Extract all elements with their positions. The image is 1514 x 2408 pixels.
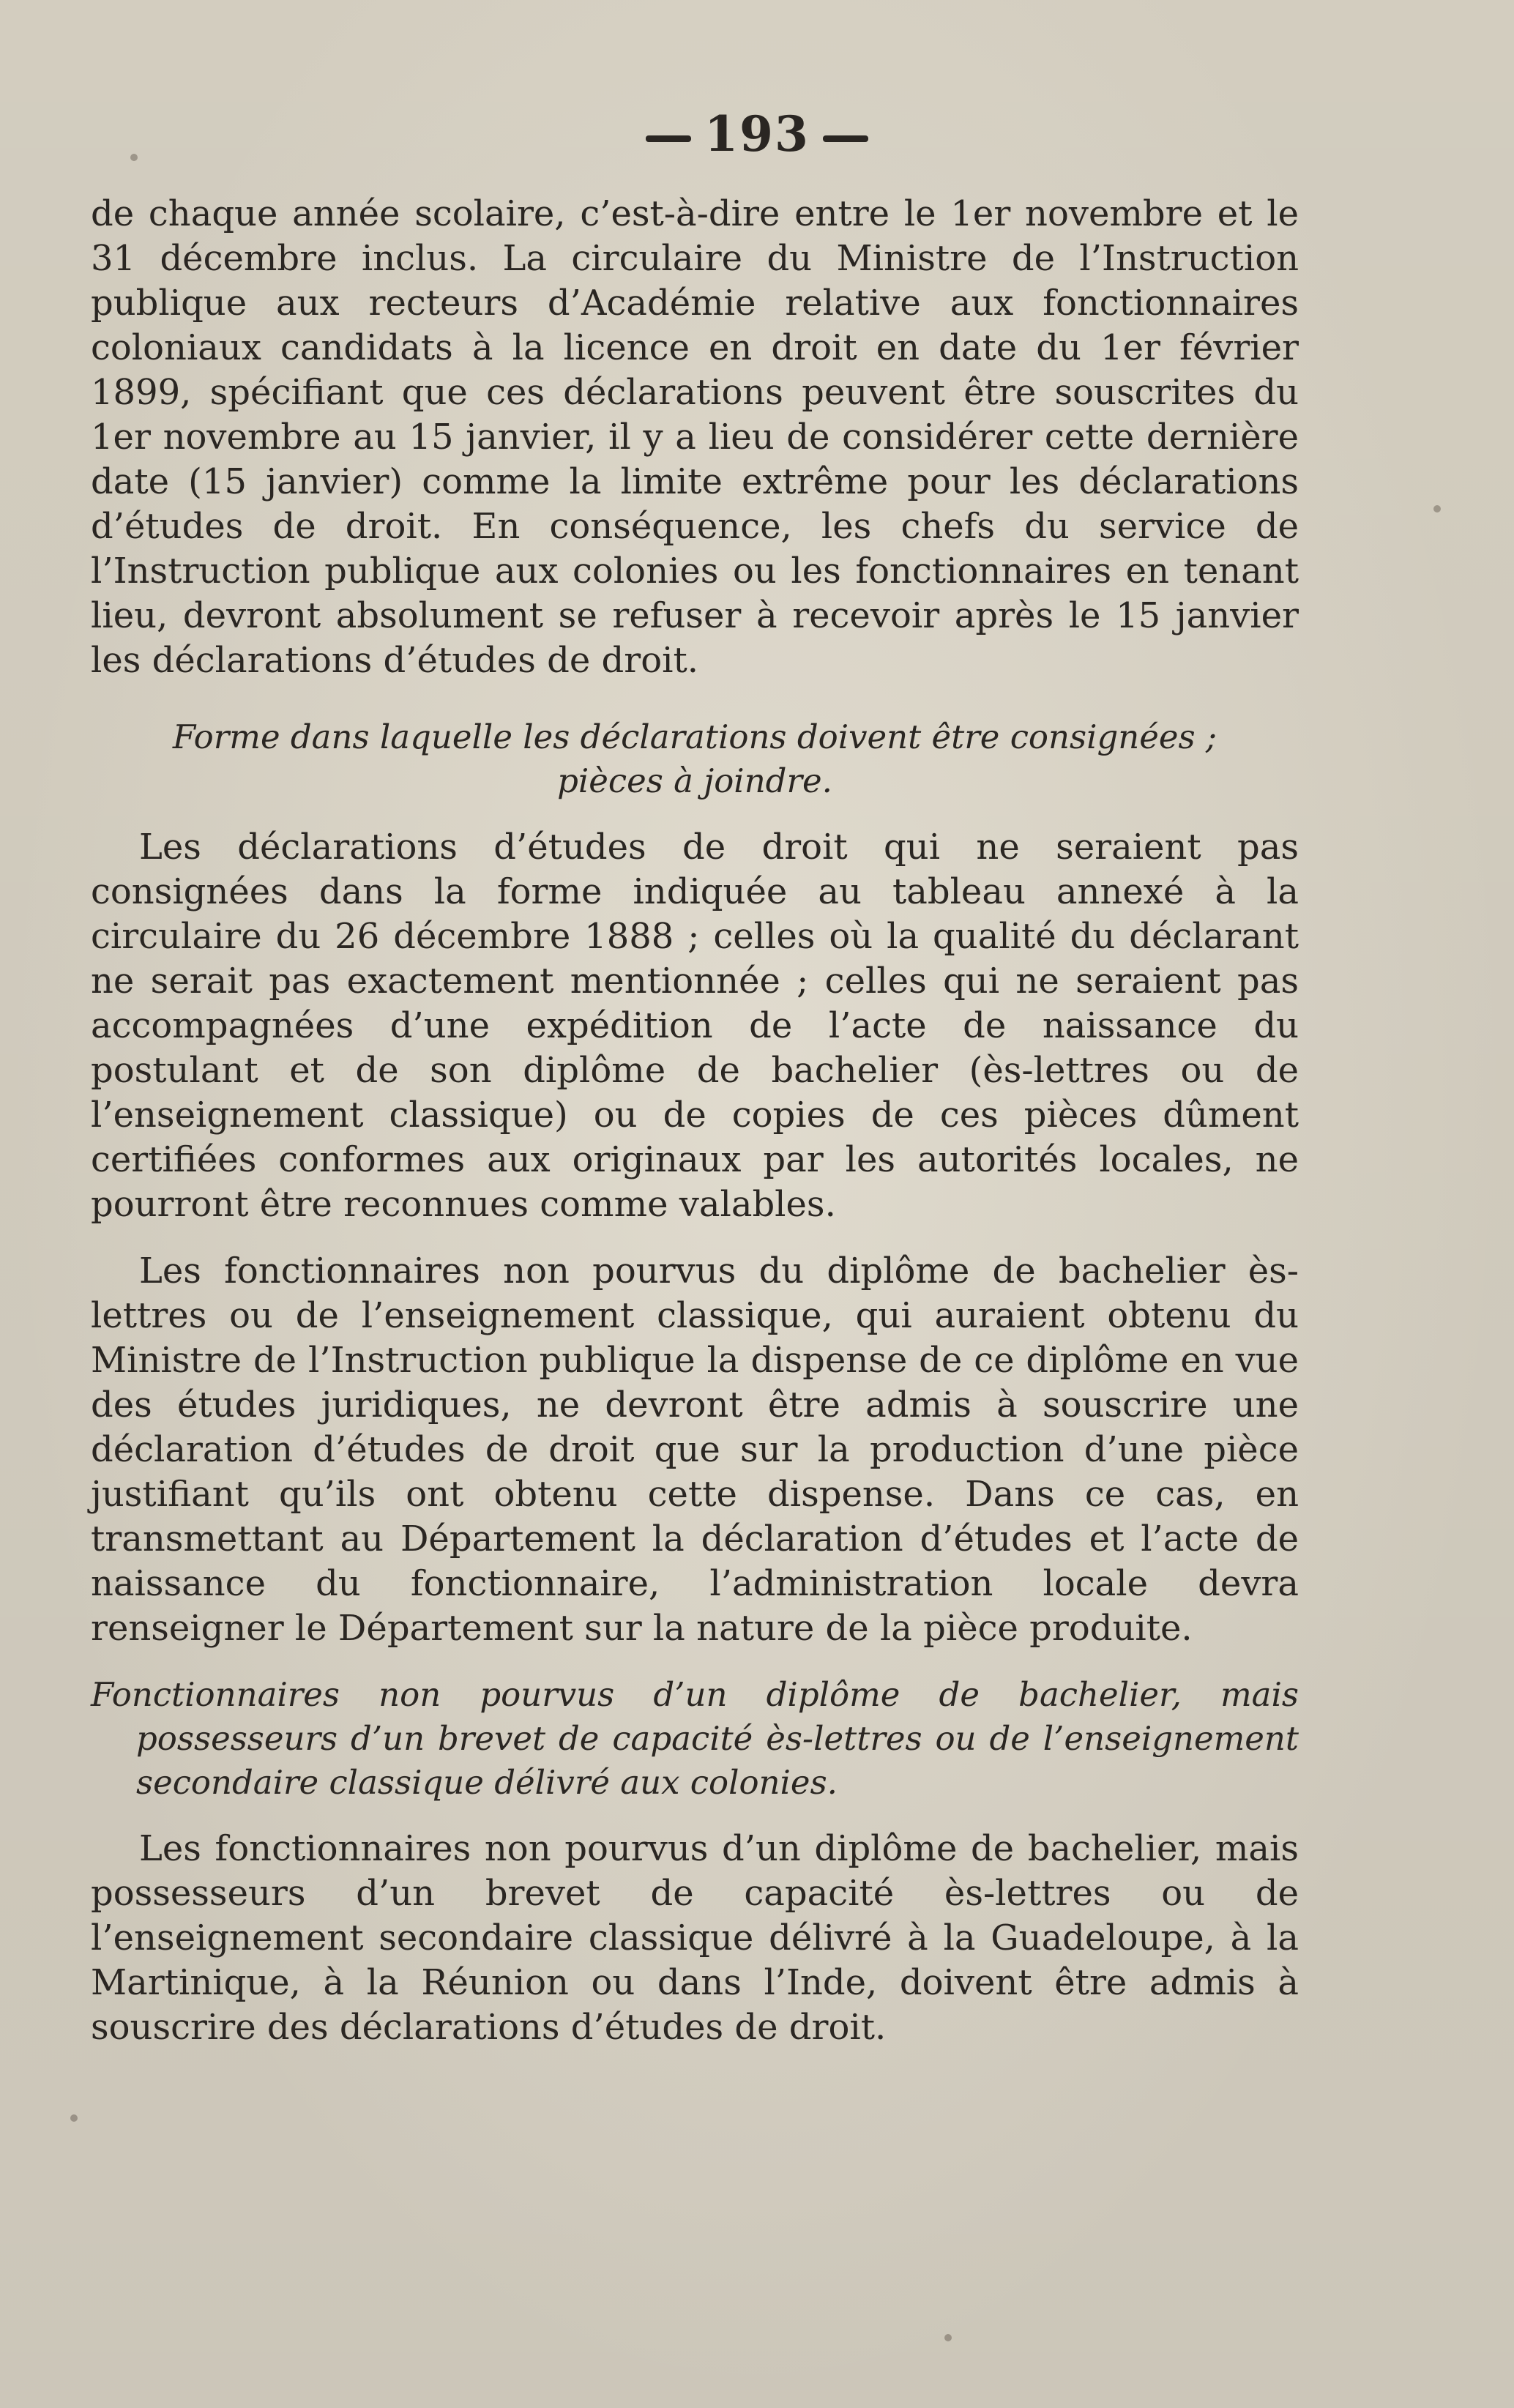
paragraph-deadline: de chaque année scolaire, c’est-à-dire entre le 1er novembre et le 31 décembre inclus. La circulaire du Ministre de l’Instruction publique aux recteurs d’Académie relative aux fonctionnaires coloniaux candidats à la licence en droit en date du 1er février 1899, spécifiant que ces déclarations peuvent être souscrites du 1er novembre au 15 janvier, il y a lieu de considérer cette dernière date (15 janvier) comme la limite extrême pour les déclarations d’études de droit. En conséquence, les chefs du service de l’Instruction publique aux colonies ou les fonctionnaires en tenant lieu, devront absolument se refuser à recevoir après le 15 janvier les déclarations d’études de droit. [91, 193, 1299, 681]
paragraph-brevet-holders: Les fonctionnaires non pourvus d’un diplôme de bachelier, mais possesseurs d’un brevet de capacité ès-lettres ou de l’enseignement secondaire classique délivré à la Guadeloupe, à la Martinique, à la Réunion ou dans l’Inde, doivent être admis à souscrire des déclarations d’études de droit. [91, 1828, 1299, 2048]
paper-speck [944, 2334, 952, 2341]
paper-speck [130, 154, 138, 161]
paper-speck [70, 2114, 78, 2122]
paper-speck [1433, 505, 1441, 512]
spacer [91, 683, 1299, 715]
section-heading-form: Forme dans laquelle les déclarations doivent être consignées ; pièces à joindre. [172, 717, 1217, 800]
header-rule-right [823, 135, 868, 142]
spacer [91, 803, 1299, 825]
page-header [0, 105, 1514, 163]
paragraph-form-requirements: Les déclarations d’études de droit qui ne seraient pas consignées dans la forme indiquée au tableau annexé à la circulaire du 26 décembre 1888 ; celles où la qualité du déclarant ne serait pas exactement mentionnée ; celles qui ne seraient pas accompagnées d’une expédition de l’acte de naissance du postulant et de son diplôme de bachelier (ès-lettres ou de l’enseignement classique) ou de copies de ces pièces dûment certifiées conformes aux originaux par les autorités locales, ne pourront être reconnues comme valables. [91, 827, 1299, 1225]
page-body [91, 192, 1299, 2050]
paragraph-dispensation: Les fonctionnaires non pourvus du diplôme de bachelier ès-lettres ou de l’enseignement classique, qui auraient obtenu du Ministre de l’Instruction publique la dispense de ce diplôme en vue des études juridiques, ne devront être admis à souscrire une déclaration d’études de droit que sur la production d’une pièce justifiant qu’ils ont obtenu cette dispense. Dans ce cas, en transmettant au Département la déclaration d’études et l’acte de naissance du fonctionnaire, l’administration locale devra renseigner le Département sur la nature de la pièce produite. [91, 1250, 1299, 1649]
spacer [91, 1805, 1299, 1827]
spacer [91, 1651, 1299, 1673]
header-rule-left [646, 135, 691, 142]
page-number: 193 [704, 105, 810, 163]
section-heading-brevet: Fonctionnaires non pourvus d’un diplôme de bachelier, mais possesseurs d’un brevet de capacité ès-lettres ou de l’enseignement secondaire classique délivré aux colonies. [91, 1675, 1299, 1802]
spacer [91, 1227, 1299, 1249]
